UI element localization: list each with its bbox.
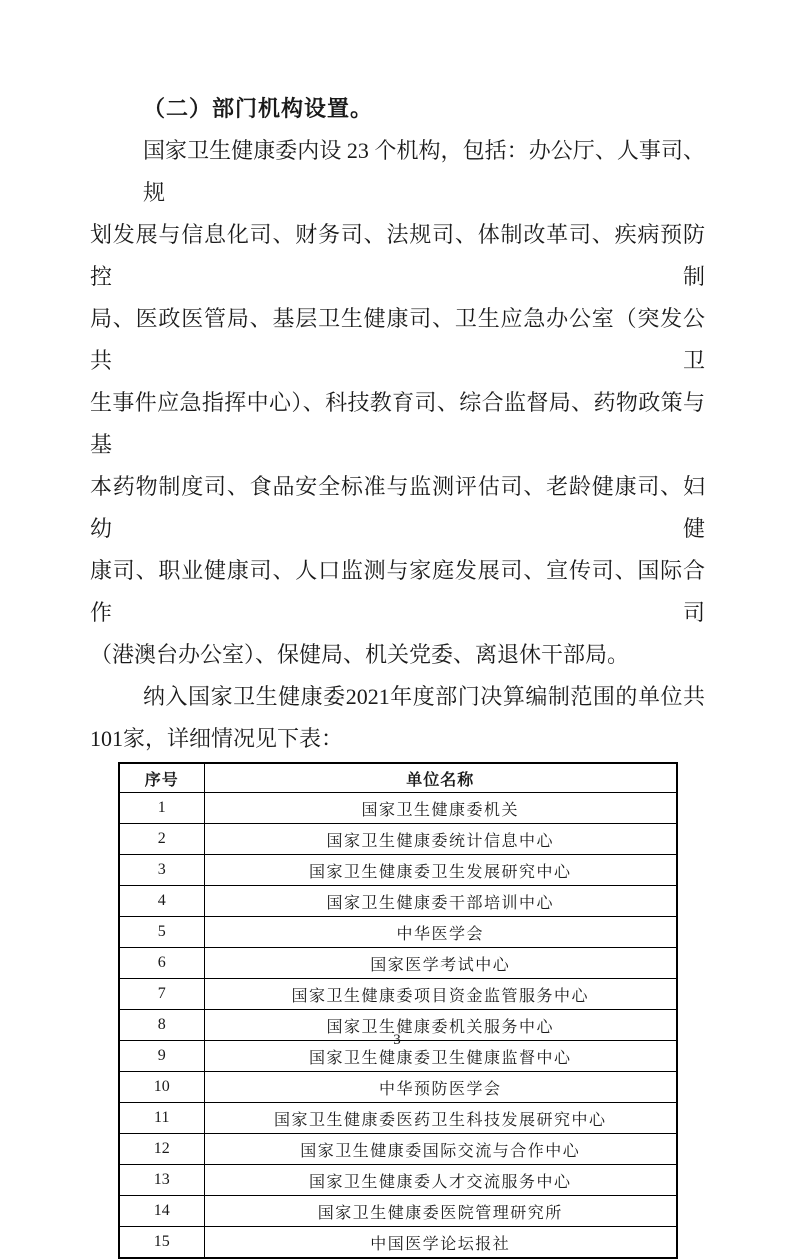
text-line: 纳入国家卫生健康委2021年度部门决算编制范围的单位共 (143, 684, 705, 709)
row-index-cell: 14 (119, 1196, 204, 1227)
table-row (119, 855, 677, 886)
unit-table (118, 762, 678, 1259)
table-row (119, 1227, 677, 1259)
row-index-cell: 9 (119, 1041, 204, 1072)
unit-name-cell: 国家卫生健康委机关 (204, 793, 677, 824)
unit-name-cell: 国家卫生健康委医院管理研究所 (204, 1196, 677, 1227)
table-header-row (119, 763, 677, 793)
table-row (119, 886, 677, 917)
row-index-cell: 12 (119, 1134, 204, 1165)
table-header-index: 序号 (119, 763, 204, 793)
row-index-cell: 11 (119, 1103, 204, 1134)
unit-name-cell: 国家卫生健康委卫生健康监督中心 (204, 1041, 677, 1072)
paragraph-org-structure (90, 130, 705, 676)
table-row (119, 1165, 677, 1196)
text-line: 101家，详细情况见下表： (90, 726, 344, 751)
unit-name-cell: 国家卫生健康委人才交流服务中心 (204, 1165, 677, 1196)
table-row (119, 793, 677, 824)
unit-name-cell: 中华医学会 (204, 917, 677, 948)
unit-name-cell: 国家卫生健康委医药卫生科技发展研究中心 (204, 1103, 677, 1134)
table-row (119, 1134, 677, 1165)
unit-name-cell: 国家卫生健康委机关服务中心 (204, 1010, 677, 1041)
row-index-cell: 4 (119, 886, 204, 917)
row-index-cell: 7 (119, 979, 204, 1010)
unit-name-cell: 国家医学考试中心 (204, 948, 677, 979)
unit-name-cell: 国家卫生健康委项目资金监管服务中心 (204, 979, 677, 1010)
table-header-unit-name: 单位名称 (204, 763, 677, 793)
table-row (119, 948, 677, 979)
unit-name-cell: 国家卫生健康委卫生发展研究中心 (204, 855, 677, 886)
row-index-cell: 5 (119, 917, 204, 948)
text-line: 生事件应急指挥中心）、科技教育司、综合监督局、药物政策与基 (90, 390, 705, 457)
table-row (119, 979, 677, 1010)
row-index-cell: 1 (119, 793, 204, 824)
row-index-cell: 6 (119, 948, 204, 979)
table-row (119, 1196, 677, 1227)
row-index-cell: 15 (119, 1227, 204, 1259)
table-row (119, 824, 677, 855)
text-line: 局、医政医管局、基层卫生健康司、卫生应急办公室（突发公共卫 (90, 306, 705, 373)
text-line: 康司、职业健康司、人口监测与家庭发展司、宣传司、国际合作司 (90, 558, 705, 625)
unit-name-cell: 国家卫生健康委干部培训中心 (204, 886, 677, 917)
paragraph-budget-scope (90, 676, 705, 760)
row-index-cell: 13 (119, 1165, 204, 1196)
text-line: 划发展与信息化司、财务司、法规司、体制改革司、疾病预防控制 (90, 222, 705, 289)
row-index-cell: 2 (119, 824, 204, 855)
unit-name-cell: 中华预防医学会 (204, 1072, 677, 1103)
page-number: 3 (393, 1032, 401, 1048)
unit-table-header (119, 763, 677, 793)
table-row (119, 1072, 677, 1103)
row-index-cell: 10 (119, 1072, 204, 1103)
unit-name-cell: 国家卫生健康委统计信息中心 (204, 824, 677, 855)
row-index-cell: 3 (119, 855, 204, 886)
table-row (119, 917, 677, 948)
section-heading: （二）部门机构设置。 (143, 96, 374, 121)
text-line: 国家卫生健康委内设 23 个机构，包括：办公厅、人事司、规 (143, 138, 705, 205)
row-index-cell: 8 (119, 1010, 204, 1041)
unit-table-body (119, 793, 677, 1259)
unit-name-cell: 国家卫生健康委国际交流与合作中心 (204, 1134, 677, 1165)
text-line: （港澳台办公室）、保健局、机关党委、离退休干部局。 (90, 642, 630, 667)
table-row (119, 1103, 677, 1134)
text-line: 本药物制度司、食品安全标准与监测评估司、老龄健康司、妇幼健 (90, 474, 705, 541)
unit-name-cell: 中国医学论坛报社 (204, 1227, 677, 1259)
